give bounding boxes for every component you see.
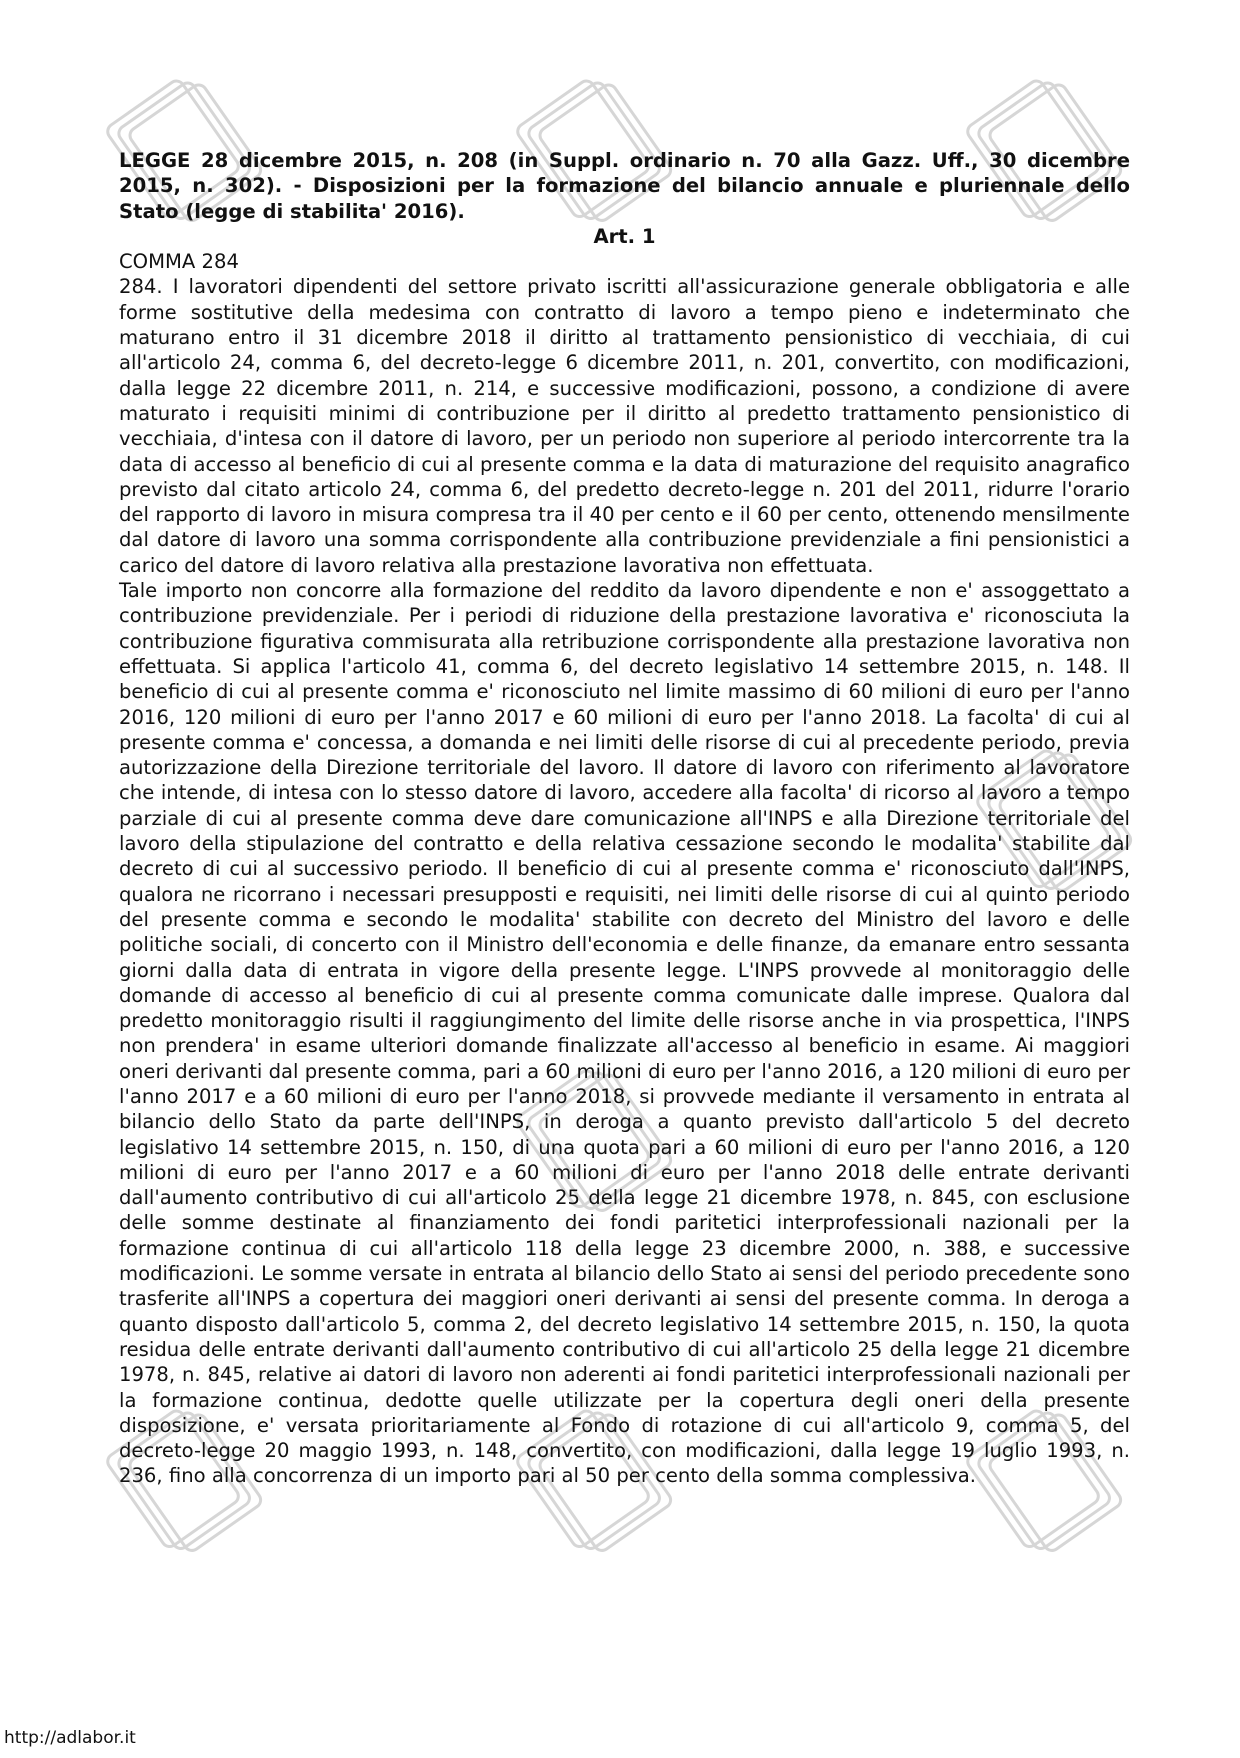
- comma-label: COMMA 284: [119, 250, 239, 274]
- body-paragraph-2: Tale importo non concorre alla formazione del reddito da lavoro dipendente e non e' assoggettato a contribuzione previdenziale. Per i periodi di riduzione della prestazione lavorativa e' riconosciuta la contribuzione figurativa commisurata alla retribuzione corrispondente alla prestazione lavorativa non effettuata. Si applica l'articolo 41, comma 6, del decreto legislativo 14 settembre 2015, n. 148. Il beneficio di cui al presente comma e' riconosciuto nel limite massimo di 60 milioni di euro per l'anno 2016, 120 milioni di euro per l'anno 2017 e 60 milioni di euro per l'anno 2018. La facolta' di cui al presente comma e' concessa, a domanda e nei limiti delle risorse di cui al precedente periodo, previa autorizzazione della Direzione territoriale del lavoro. Il datore di lavoro con riferimento al lavoratore che intende, di intesa con lo stesso datore di lavoro, accedere alla facolta' di ricorso al lavoro a tempo parziale di cui al presente comma deve dare comunicazione all'INPS e alla Direzione territoriale del lavoro della stipulazione del contratto e della relativa cessazione secondo le modalita' stabilite dal decreto di cui al successivo periodo. Il beneficio di cui al presente comma e' riconosciuto dall'INPS, qualora ne ricorrano i necessari presupposti e requisiti, nei limiti delle risorse di cui al quinto periodo del presente comma e secondo le modalita' stabilite con decreto del Ministro del lavoro e delle politiche sociali, di concerto con il Ministro dell'economia e delle finanze, da emanare entro sessanta giorni dalla data di entrata in vigore della presente legge. L'INPS provvede al monitoraggio delle domande di accesso al beneficio di cui al presente comma comunicate dalle imprese. Qualora dal predetto monitoraggio risulti il raggiungimento del limite delle risorse anche in via prospettica, l'INPS non prendera' in esame ulteriori domande finalizzate all'accesso al beneficio in esame. Ai maggiori oneri derivanti dal presente comma, pari a 60 milioni di euro per l'anno 2016, a 120 milioni di euro per l'anno 2017 e a 60 milioni di euro per l'anno 2018, si provvede mediante il versamento in entrata al bilancio dello Stato da parte dell'INPS, in deroga a quanto previsto dall'articolo 5 del decreto legislativo 14 settembre 2015, n. 150, di una quota pari a 60 milioni di euro per l'anno 2016, a 120 milioni di euro per l'anno 2017 e a 60 milioni di euro per l'anno 2018 delle entrate derivanti dall'aumento contributivo di cui all'articolo 25 della legge 21 dicembre 1978, n. 845, con esclusione delle somme destinate al finanziamento dei fondi paritetici interprofessionali nazionali per la formazione continua di cui all'articolo 118 della legge 23 dicembre 2000, n. 388, e successive modificazioni. Le somme versate in entrata al bilancio dello Stato ai sensi del periodo precedente sono trasferite all'INPS a copertura dei maggiori oneri derivanti ai sensi del presente comma. In deroga a quanto disposto dall'articolo 5, comma 2, del decreto legislativo 14 settembre 2015, n. 150, la quota residua delle entrate derivanti dall'aumento contributivo di cui all'articolo 25 della legge 21 dicembre 1978, n. 845, relative ai datori di lavoro non aderenti ai fondi paritetici interprofessionali nazionali per la formazione continua, dedotte quelle utilizzate per la copertura degli oneri della presente disposizione, e' versata prioritariamente al Fondo di rotazione di cui all'articolo 9, comma 5, del decreto-legge 20 maggio 1993, n. 148, convertito, con modificazioni, dalla legge 19 luglio 1993, n. 236, fino alla concorrenza di un importo pari al 50 per cento della somma complessiva.: [119, 579, 1130, 1488]
- document-header: LEGGE 28 dicembre 2015, n. 208 (in Suppl. ordinario n. 70 alla Gazz. Uff., 30 dicembre 2015, n. 302). - Disposizioni per la formazione del bilancio annuale e pluriennale dello Stato (legge di stabilita' 2016).: [119, 149, 1130, 223]
- document-body: [119, 148, 1130, 1489]
- article-title: Art. 1: [593, 224, 656, 248]
- body-paragraph-1: 284. I lavoratori dipendenti del settore privato iscritti all'assicurazione generale obbligatoria e alle forme sostitutive della medesima con contratto di lavoro a tempo pieno e indeterminato che maturano entro il 31 dicembre 2018 il diritto al trattamento pensionistico di vecchiaia, di cui all'articolo 24, comma 6, del decreto-legge 6 dicembre 2011, n. 201, convertito, con modificazioni, dalla legge 22 dicembre 2011, n. 214, e successive modificazioni, possono, a condizione di avere maturato i requisiti minimi di contribuzione per il diritto al predetto trattamento pensionistico di vecchiaia, d'intesa con il datore di lavoro, per un periodo non superiore al periodo intercorrente tra la data di accesso al beneficio di cui al presente comma e la data di maturazione del requisito anagrafico previsto dal citato articolo 24, comma 6, del predetto decreto-legge n. 201 del 2011, ridurre l'orario del rapporto di lavoro in misura compresa tra il 40 per cento e il 60 per cento, ottenendo mensilmente dal datore di lavoro una somma corrispondente alla contribuzione previdenziale a fini pensionistici a carico del datore di lavoro relativa alla prestazione lavorativa non effettuata.: [119, 275, 1130, 577]
- footer-url[interactable]: http://adlabor.it: [4, 1728, 136, 1748]
